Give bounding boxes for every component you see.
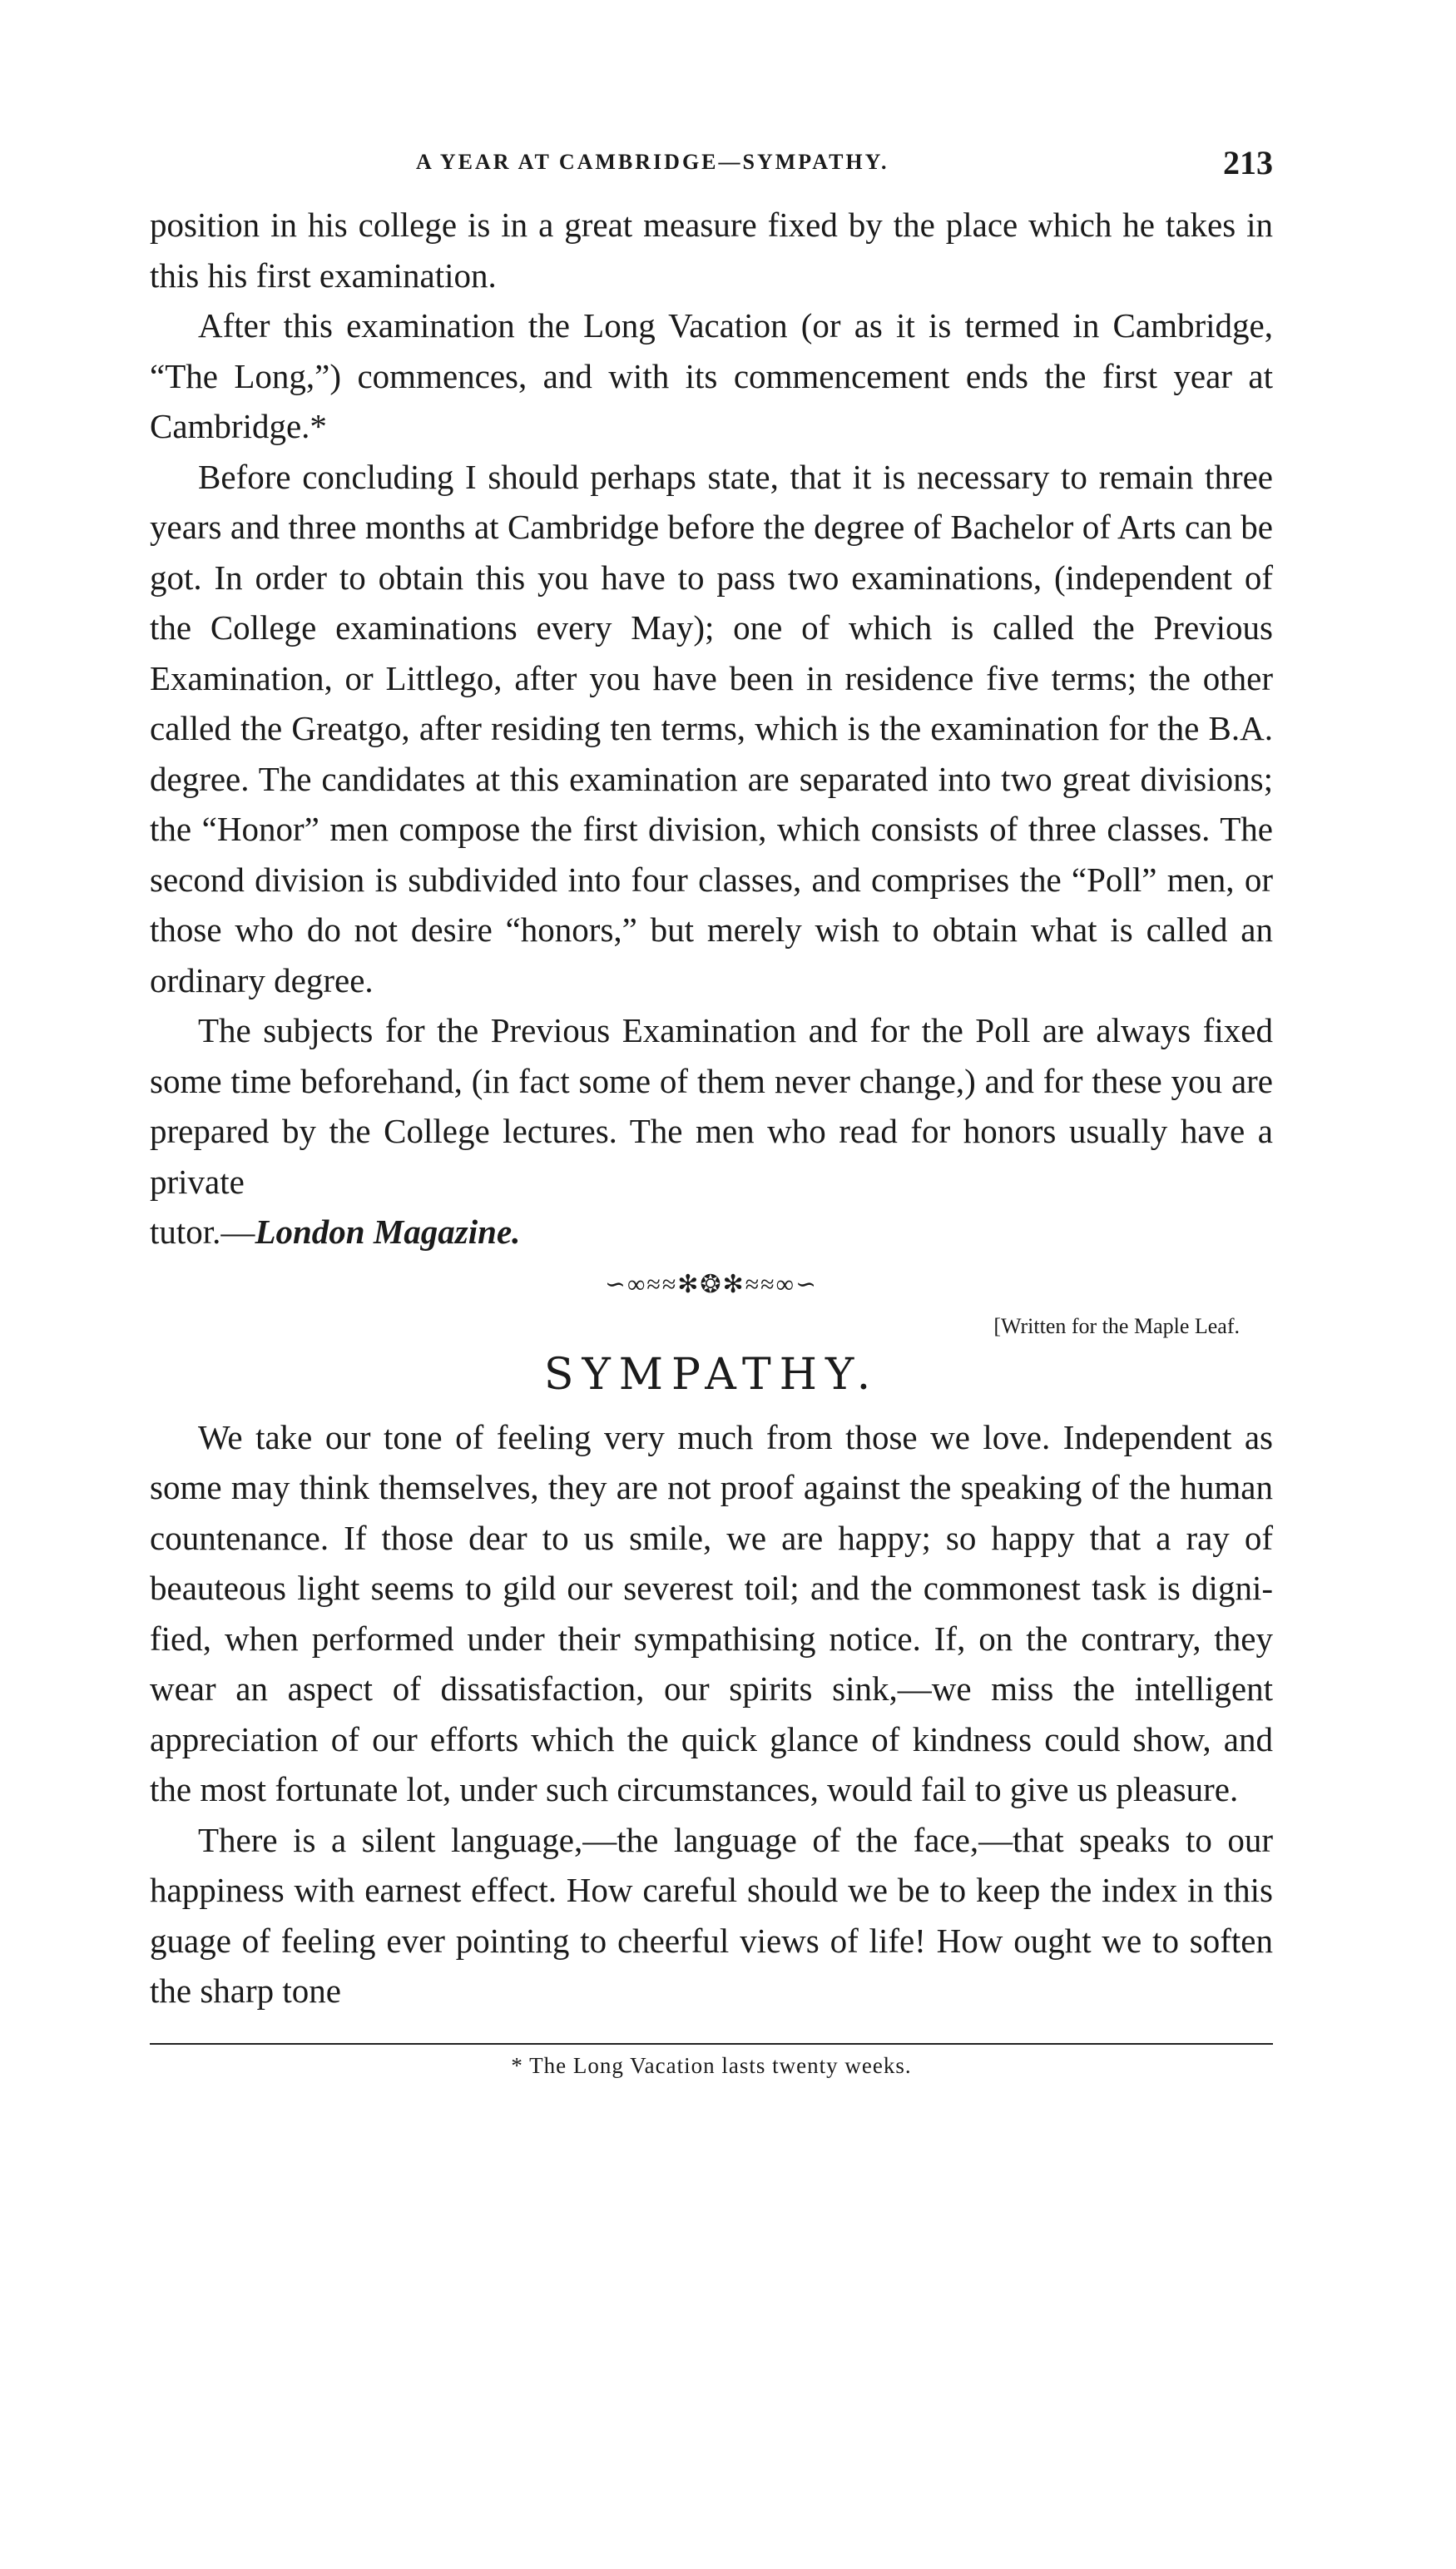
ornament-divider: ∽∞≈≈✻❂✻≈≈∞∽ bbox=[604, 1270, 819, 1298]
source-line bbox=[150, 1207, 1273, 1257]
footnote-rule bbox=[150, 2043, 1273, 2045]
paragraph: The subjects for the Previous Examination and for the Poll are always fixed some time beforehand, (in fact some of them never change,) and for these you are prepared by the College lectures. The men who read for honors usually have a private bbox=[150, 1011, 1273, 1201]
source-citation: London Magazine. bbox=[255, 1213, 521, 1251]
page-number: 213 bbox=[1223, 144, 1273, 181]
attribution-note: [Written for the Maple Leaf. bbox=[993, 1313, 1240, 1338]
article-a-year-at-cambridge bbox=[150, 200, 1273, 1257]
paragraph: position in his college is in a great measure fixed by the place which he takes in this his first examination. bbox=[150, 206, 1273, 295]
footnote: * The Long Vacation lasts twenty weeks. bbox=[511, 2052, 912, 2078]
section-title: SYMPATHY. bbox=[543, 1349, 879, 1400]
paragraph: Before concluding I should perhaps state, that it is necessary to remain three years and three months at Cambridge before the degree of Bachelor of Arts can be got. In order to obtain this you have to pass two examinations, (independent of the College examinations every May); one of which is called the Previous Examination, or Littlego, after you have been in residence five terms; the other called the Greatgo, after residing ten terms, which is the examination for the B.A. degree. The candidates at this examination are separated into two great divisions; the “Honor” men compose the first division, which consists of three classes. The second division is subdivided into four classes, and comprises the “Poll” men, or those who do not desire “honors,” but merely wish to obtain what is called an ordinary degree. bbox=[150, 457, 1273, 999]
paragraph: We take our tone of feeling very much from those we love. Independent as some may think themselves, they are not proof against the speaking of the human countenance. If those dear to us smile, we are happy; so happy that a ray of beauteous light seems to gild our severest toil; and the commonest task is dignified, when performed under their sympathising notice. If, on the contrary, they wear an aspect of dissatisfaction, our spirits sink,—we miss the intelligent appreciation of our efforts which the quick glance of kindness could show, and the most fortunate lot, under such circumstances, would fail to give us pleasure. bbox=[150, 1417, 1273, 1808]
running-title: A YEAR AT CAMBRIDGE—SYMPATHY. bbox=[416, 150, 889, 174]
book-page bbox=[150, 133, 1273, 2547]
article-sympathy bbox=[150, 1412, 1273, 2016]
paragraph: After this examination the Long Vacation (or as it is termed in Cambridge, “The Long,”) commences, and with its commencement ends the first year at Cambridge.* bbox=[150, 306, 1273, 445]
running-header bbox=[150, 133, 1273, 200]
last-line-text: tutor.— bbox=[150, 1213, 255, 1251]
paragraph: There is a silent language,—the language of the face,—that speaks to our happiness with earnest effect. How careful should we be to keep the index in this guage of feeling ever pointing to cheerful views of life! How ought we to soften the sharp tone bbox=[150, 1820, 1273, 2010]
